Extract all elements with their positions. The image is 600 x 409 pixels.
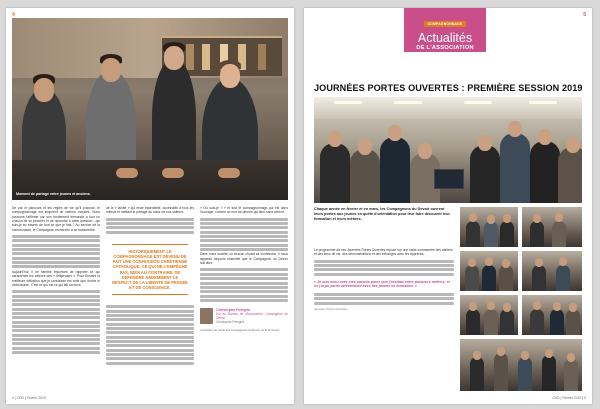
section-subtitle: DE L'ASSOCIATION [416, 45, 474, 51]
small-photo [460, 251, 518, 291]
small-photo [460, 207, 518, 247]
pull-quote: HISTORIQUEMENT LE COMPAGNONNAGE EST DEVENU DE FAIT UNE CONFESSION CHRÉTIENNE CATHOLIQUE, CE QUI NE L'EMPÊCHE PAS, BIEN AU CONTRAIRE, DE DÉFENDRE ARDEMMENT LE RESPECT DE LA LIBERTÉ DE PENSÉE ET DE CONSCIENCE. [112, 244, 188, 296]
paragraph: Le programme de ces Journées Portes Ouvertes repose sur une visite commentée des ateliers et des lieux de vie, des démonstrations et des échanges avec les apprentis. [314, 248, 453, 257]
footnote: L'évolution du fonds des Compagnons du Devoir au fil du temps. [200, 327, 280, 332]
left-page [6, 8, 294, 404]
page-number: 4 [12, 12, 15, 18]
paragraph: De par le parcours et les règles de vie qu'il propose, le compagnonnage est empreint de valeurs morales. Nous pouvons l'affirmer car son fondement demande à tout un chacun de se pencher et de répondre à cette question : qui suis-je au travers de tout ce que je fais ? Au service de la communauté, le Compagnon recherche à se transmettre. [12, 206, 100, 232]
small-photo [522, 207, 582, 247]
column-1 [12, 206, 100, 396]
open-day-photo [314, 97, 582, 203]
photo-caption: Moment de partage entre jeunes et anciens. [16, 192, 91, 196]
author-box [200, 308, 288, 325]
page-footer: 4 | CDD | Février 2019 [12, 396, 46, 400]
testimonial-quote: « Je suis venu avec mes parents parce que j'hésitais entre plusieurs métiers, et ici j'ai pu parler directement avec des jeunes en formation. » [314, 279, 450, 289]
article-intro: Chaque année en février et en mars, les Compagnons du Devoir ouvrent leurs portes aux jeunes en quête d'orientation pour leur faire découvrir leur formation et leurs métiers. [314, 207, 450, 221]
right-page [304, 8, 592, 404]
author-role: Élu au Bureau de l'Association, Compagnon du Devoir [216, 312, 288, 321]
paragraph: Dans notre société où chacun choisit sa confession, il nous apparaît toujours essentiel que le Compagnon du Devoir soit libre. [200, 252, 288, 266]
author-signature: Christophe Pelegrin [216, 320, 245, 325]
column-3 [200, 206, 288, 396]
page-footer: CDD | Février 2019 | 5 [552, 396, 586, 400]
section-header [404, 8, 486, 52]
workshop-photo [12, 18, 288, 200]
small-photo [460, 339, 582, 391]
small-photo [522, 295, 582, 335]
section-title: Actualités [417, 31, 473, 45]
small-photo [460, 295, 518, 335]
photo-credit: Journée Portes Ouvertes. [314, 306, 349, 311]
page-number: 5 [583, 12, 586, 18]
paragraph: Aujourd'hui, il ne semble important de rappeler ce qui caractérise les valeurs des « religieuses ». Pour l'instant la meilleure définition que je connaisse est celle que donne le dictionnaire. C'est ce qui est ce qui fait sa force. [12, 269, 100, 287]
author-photo [200, 308, 213, 324]
paragraph: « Où suis-je ? » et tout le compagnonnage qui est dans l'ouvrage, comme un mur de pierres qui tient sans ciment. [200, 206, 288, 215]
article-body [314, 248, 454, 311]
author-name: Christophe Pelegrin [216, 307, 251, 312]
paragraph: de la « laïcité » qui reste essentielle, accessible à tous les milieux et mettant le partage au cœur de nos valeurs. [106, 206, 194, 215]
section-kicker: COMPAGNONNAGE [424, 21, 467, 27]
small-photo [522, 251, 582, 291]
column-2 [106, 206, 194, 396]
article-title: JOURNÉES PORTES OUVERTES : PREMIÈRE SESSION 2019 [314, 83, 583, 93]
